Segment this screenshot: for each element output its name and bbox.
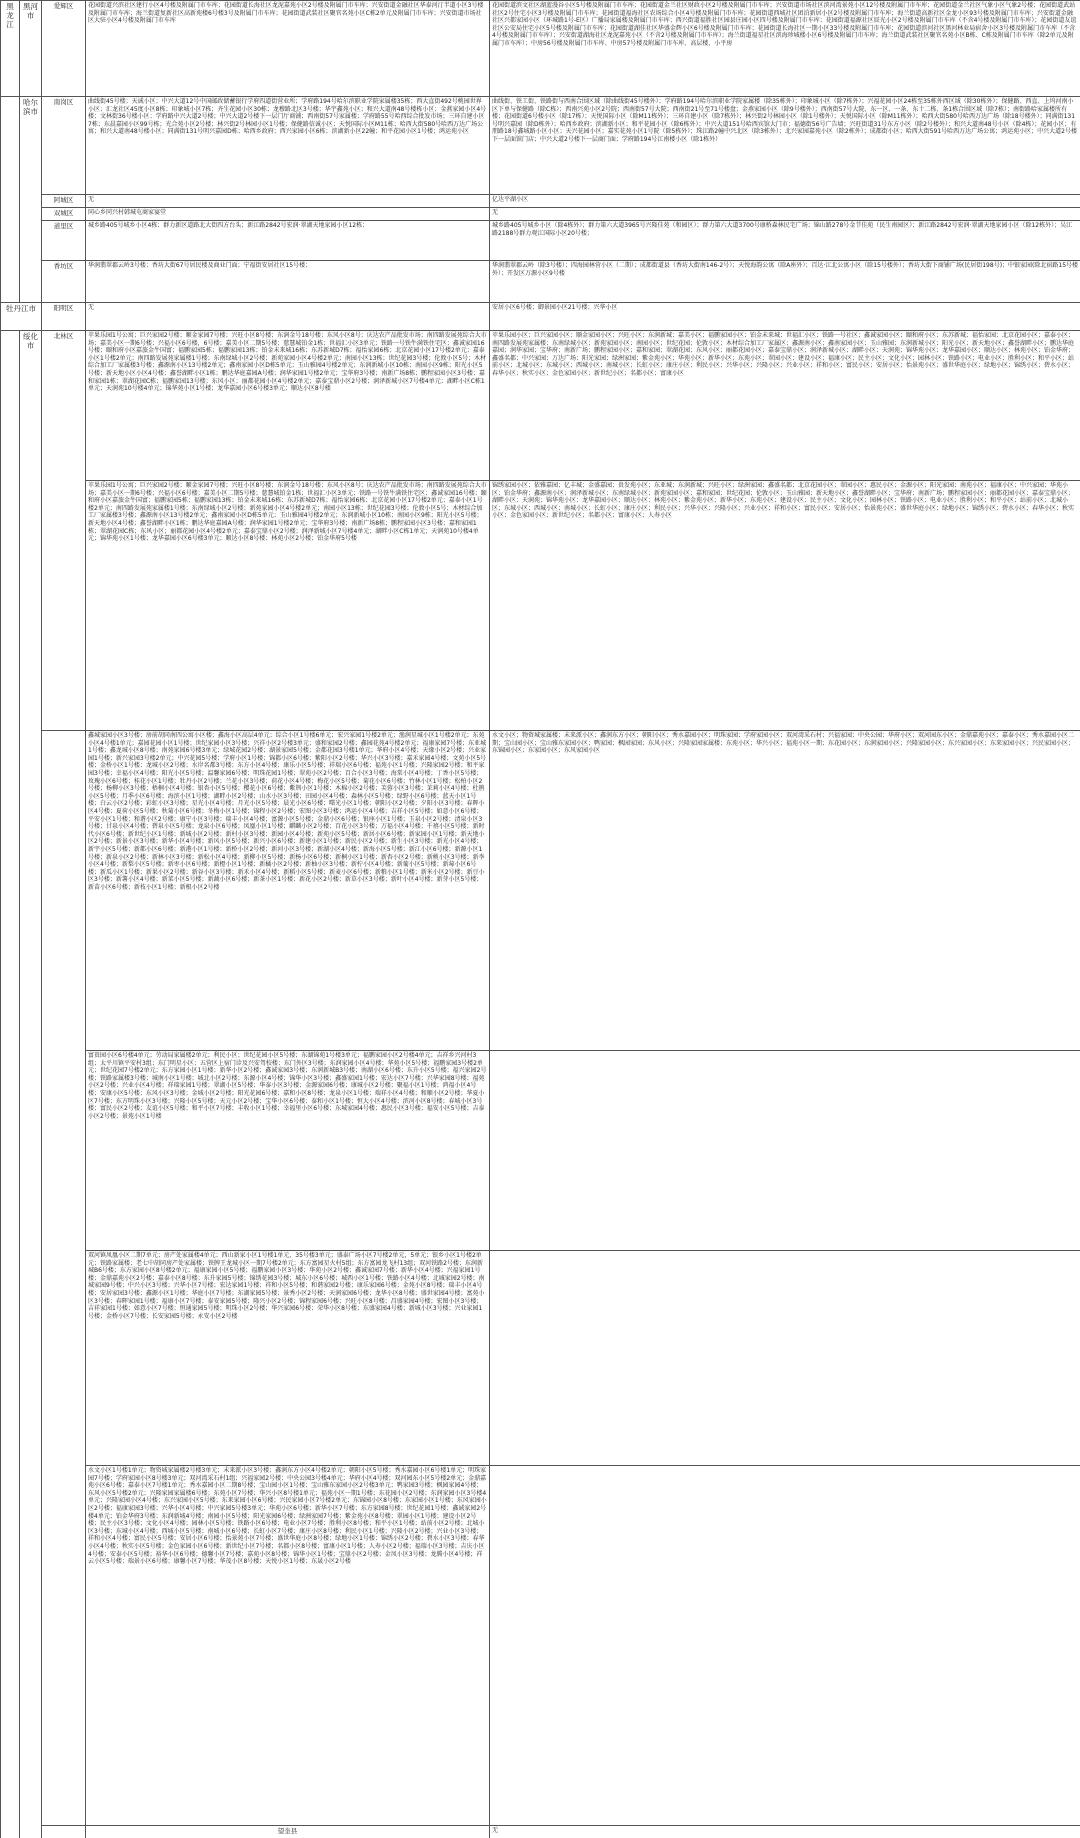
high-risk-area-cell: 苹果乐园1号公寓；巨兴家园2号楼；顺金家园7号楼；兴旺小区8号楼；东润金号18号楼；东风小区8号；庆达农产品批发市场；南四路发展苑综合大市场；嘉美小区一期6号楼；兴福小区6号楼；嘉美小区二期5号楼；慈慧城铂金1栋；世福汇小区3单元；铁路一号铁牛满铁住宅区；鑫诚家园16号楼；颐和府小区嘉旅金牛国富；福鹏家园5栋；福鹏家园13栋；铂金未来城16栋；东苏新城D7栋；福怡家园6栋；北京花园小区17号楼2单元；嘉泰小区1号楼2单元；南四路发展苑家属楼1号楼；东南绿城小区2号楼；新苑家园小区4号楼2单元；南园小区13栋；世纪花园3号楼；伦敦小区5号；木材综合加工厂家属楼3号楼；鑫源南小区13号楼2单元；鑫南家园小区D栋5单元；玉山雅园4号楼2单元；东润新城小区10栋；南园小区9栋；阳光小区5号楼；新天地小区4号楼；鑫誉湖畔小区1栋；鹏达华庭嘉园A号楼；润华家园1号楼2单元；宝华府3号楼；南新广场8栋；鹏程家园小区3号楼；嘉和家园1栋；翠湖花园C栋；东风小区；丽都花园小区4号楼2单元；嘉泰宝鼎小区2号楼；润泽新城小区7号楼4单元；湖畔小区C栋1单元；天润苑10号楼4单元；锦华苑小区1号楼；龙华嘉园小区6号楼3单元；顺达小区8号楼；林苑小区2号楼；铂金华府5号楼 — [86, 481, 490, 731]
medium-risk-area-cell — [490, 1251, 1080, 1466]
high-risk-area-cell: 城乡路405号城乡小区4栋；群力新区道路北大街四方台头；新江路2842号宏润·翠湖天地家园小区12栋； — [86, 221, 490, 261]
table-row — [1, 303, 1080, 331]
district-cell: 双城区 — [42, 208, 86, 221]
medium-risk-area-cell: 锦绣家园小区；依雅嘉园；亿丰城；金盛嘉园；贵发苑小区；东亚城；东润新城；兴旺小区；绿洲家园；鑫盛名都；北京花园小区；翠园小区；惠民小区；金源小区；阳光家园；南苑小区；福康小区；中兴家园；华苑小区；铂金华府；鑫源南小区；润泽新城小区；东南绿城小区；新苑家园小区；嘉和家园；世纪花园；伦敦小区；玉山雅园；新天地小区；鑫誉湖畔小区；宝华府；南新广场；鹏程家园小区；丽都花园小区；嘉泰宝鼎小区；湖畔小区；天润苑；锦华苑小区；龙华嘉园小区；顺达小区；林苑小区；紫金苑小区；新华小区；东苑小区；建设小区；民主小区；文化小区；园林小区；铁路小区；电业小区；胜利小区；和平小区；站前小区；北城小区；东城小区；西城小区；南城小区；长虹小区；康庄小区；利民小区；兴华小区；兴隆小区；兴业小区；祥和小区；富民小区；安居小区；怡景苑小区；盛世华庭小区；绿地小区；锦绣小区；碧水小区；春华小区；秋实小区；金色家园小区；新世纪小区；名都小区；富康小区；人寿小区 — [490, 481, 1080, 731]
medium-risk-area-cell: 城乡路405号城乡小区（除4栋外）；群力第六大道3965号兴隆佳苑（和园区）；群力第六大道3700号康桥森林民宅广场；锦山路278号金节佳苑（民生南园区）；新江路2842号宏润·翠湖天地家园小区（除12栋外）；吴江路2188号群力观江国际小区20号楼； — [490, 221, 1080, 261]
district-cell: 阳明区 — [42, 303, 86, 331]
high-risk-area-cell: 水文小区1号楼1单元；物资城家属楼2号楼3单元；未来派小区3号楼；鑫润东方小区4号楼2单元；朝阳小区5号楼；秀水嘉园小区6号楼1单元；明珠家园7号楼；学府家园小区8号楼3单元；双河湾采石村1组；兴福家园2号楼；中央公园3号楼4单元；华府小区4号楼；双河园东小区5号楼2单元；金鼎嘉苑小区6号楼；嘉泰小区7号楼1单元；秀水嘉园小区二期8号楼；宝山园小区1号楼；宝山雅东家园小区2号楼3单元；鸭家园3号楼；枫园家园4号楼；东风小区5号楼2单元；兴隆家园家属楼6号楼；东苑小区7号楼；华兴小区8号楼1单元；福苑小区一期1号楼；东花园小区2号楼；东润家园小区3号楼4单元；兴隆家园小区4号楼；东兴家园小区5号楼；东来家园小区6号楼；兴民家园小区7号楼2单元；东锦园小区8号楼；东家园小区1号楼；东风家园小区2号楼；福康家园3号楼；兴华小区4号楼；中兴家园5号楼3单元；华苑小区6号楼；新华小区7号楼；东方家园8号楼；世纪花园1号楼；鑫诚家园2号楼4单元；铂金华府3号楼；东润新城4号楼；南园小区5号楼；阳光家园6号楼；绿洲家园7号楼；紫金苑小区8号楼；翠园小区1号楼；建设小区2号楼；民主小区3号楼；文化小区4号楼；园林小区5号楼；铁路小区6号楼；电业小区7号楼；胜利小区8号楼；和平小区1号楼；站前小区2号楼；北城小区3号楼；东城小区4号楼；西城小区5号楼；南城小区6号楼；长虹小区7号楼；康庄小区8号楼；利民小区1号楼；兴隆小区2号楼；兴业小区3号楼；祥和小区4号楼；富民小区5号楼；安居小区6号楼；怡景苑小区7号楼；盛世华庭小区8号楼；绿地小区1号楼；锦绣小区2号楼；碧水小区3号楼；春华小区4号楼；秋实小区5号楼；金色家园小区6号楼；新世纪小区7号楼；名都小区8号楼；富康小区1号楼；人寿小区2号楼；福瑞小区3号楼；吉庆小区4号楼；安泰小区5号楼；裕华小区6号楼；德馨小区7号楼；嘉苑小区8号楼；锦华小区1号楼；宝鼎小区2号楼；金凤小区3号楼；龙腾小区4号楼；祥云小区5号楼；瑞景小区6号楼；康馨小区7号楼；华茂小区8号楼；天悦小区1号楼；东晟小区2号楼 — [86, 1466, 490, 1826]
high-risk-area-cell: 无 — [86, 303, 490, 331]
table-row — [1, 195, 1080, 208]
high-risk-area-cell: 无 — [490, 1826, 1080, 1838]
medium-risk-area-cell: 无 — [490, 208, 1080, 221]
table-row — [1, 1, 1080, 97]
city-cell: 绥化市 — [20, 331, 42, 1838]
province-cell: 黑龙江 — [1, 1, 20, 97]
table-row — [1, 221, 1080, 261]
medium-risk-area-cell: 水文小区；物资城家属楼；未来派小区；鑫润东方小区；朝阳小区；秀水嘉园小区；明珠家园；学府家园小区；双河湾采石村；兴福家园；中央公园；华府小区；双河园东小区；金鼎嘉苑小区；嘉泰小区；秀水嘉园小区二期；宝山园小区；宝山雅东家园小区；鸭家园；枫园家园；东风小区；兴隆家园家属楼；东苑小区；华兴小区；福苑小区一期；东花园小区；东润家园小区；兴隆家园小区；东兴家园小区；东来家园小区；兴民家园小区；东锦园小区；东家园小区；东风家园小区 — [490, 731, 1080, 1051]
high-risk-area-cell: 曲线街45号楼；天诚小区；中兴大道12号中国邮政储蓄银行学府四道街营业所；学府路194号哈尔滨职业学院家属楼35栋；西大直街492号桃园世界小区；汇龙社区45度小区8栋；印象城小区7栋；齐生花园小区30栋；龙穆路北区3号楼；华宇鑫苑小区；和兴大道南48号楼栋小区；金燕家园小区4号楼；文林街36号楼小区；学府路中兴大道2号楼；中兴大道2号楼下一层门厅商铺；西南街57号家属楼；学府路55号哈西综合批发市场；三环自建小区7栋；东晨嘉园小区99号栋；光合苑小区2号楼；林兴街2号林园小区1号楼；保健路信诚小区；天悦国际小区M11栋；哈西大街580号哈西万达广场公寓；和兴大道南48号楼小区；同满街131号明兴嘉园D栋；哈西乡政府；西兴家园小区6栋；滨湖新小区22幢；和平花园小区1号楼；鸿运苑小区 — [86, 97, 490, 195]
table-row — [1, 1051, 1080, 1251]
district-cell: 阿城区 — [42, 195, 86, 208]
high-risk-area-cell: 华润翡翠郡云岭3号楼；香坊大街67号居民楼及商业门面；宁福街安居社区15号楼； — [86, 261, 490, 303]
medium-risk-area-cell: 安居小区6号楼；御景园小区21号楼；兴华小区 — [490, 303, 1080, 331]
high-risk-area-cell: 鑫城家园小区3号楼；房前胡同南四公寓小区楼；鑫海小区高层4单元；综合小区1号楼6单元；宏兴家园1号楼2单元；渔润星城小区1号楼2单元；东苑小区4号楼1单元；嘉园花园小区1号楼；世纪家园小区3号楼；兴祥小区2号楼3单元；盛和家园2号楼；鑫园花苑4号楼2单元；福康家园7号楼；东亚城1号楼；鑫龙城小区8号楼；南苑家园6号楼3单元；绿城花园2号楼；湖景家园5号楼；金都花园3号楼1单元；华府小区4号楼；天缘小区2号楼；兴业家园1号楼；新兴家园3号楼2单元；中兴花园5号楼；学府小区1号楼；锦都小区6号楼；紫阳小区2号楼；华兴小区3号楼；嘉禾家园4号楼；文苑小区5号楼；金桥小区1号楼；龙城小区2号楼；水岸名都3号楼；东方小区4号楼；康乐小区5号楼；祥瑞小区6号楼；福苑小区1号楼；兴隆家园2号楼；和平家园3号楼；幸福小区4号楼；阳光小区5号楼；温馨家园6号楼；明珠花园1号楼；翠苑小区2号楼；百合小区3号楼；海棠小区4号楼；丁香小区5号楼；玫瑰小区6号楼；桂花小区1号楼；牡丹小区2号楼；兰花小区3号楼；荷花小区4号楼；梅花小区5号楼；菊花小区6号楼；竹林小区1号楼；松柏小区2号楼；杨柳小区3号楼；梧桐小区4号楼；银杏小区5号楼；樱花小区6号楼；紫荆小区1号楼；木棉小区2号楼；芙蓉小区3号楼；茉莉小区4号楼；杜鹃小区5号楼；月季小区6号楼；海滨小区1号楼；湖畔小区2号楼；山水小区3号楼；田园小区4号楼；森林小区5号楼；绿野小区6号楼；蓝天小区1号楼；白云小区2号楼；彩虹小区3号楼；星光小区4号楼；月光小区5号楼；晨光小区6号楼；曙光小区1号楼；朝阳小区2号楼；夕阳小区3号楼；春晖小区4号楼；夏荷小区5号楼；秋菊小区6号楼；冬梅小区1号楼；锦程小区2号楼；宏图小区3号楼；鸿运小区4号楼；吉祥小区5号楼；如意小区6号楼；平安小区1号楼；和谐小区2号楼；康宁小区3号楼；瑞丰小区4号楼；富源小区5号楼；金鼎小区6号楼；银座小区1号楼；玉泉小区2号楼；清泉小区3号楼；甘泉小区4号楼；碧泉小区5号楼；龙泉小区6号楼；凤凰小区1号楼；麒麟小区2号楼；百花小区3号楼；万福小区4号楼；千禧小区5号楼；新时代小区6号楼；新世纪小区1号楼；新城小区2号楼；新村小区3号楼；新园小区4号楼；新苑小区5号楼；新居小区6号楼；新家园小区1号楼；新天地小区2号楼；新景小区3号楼；新华小区4号楼；新风小区5号楼；新兴小区6号楼；新建小区1号楼；新民小区2号楼；新生小区3号楼；新光小区4号楼；新宇小区5号楼；新都小区6号楼；新港小区1号楼；新桥小区2号楼；新河小区3号楼；新湖小区4号楼；新海小区5号楼；新江小区6号楼；新源小区1号楼；新泉小区2号楼；新林小区3号楼；新松小区4号楼；新柳小区5号楼；新杨小区6号楼；新桐小区1号楼；新杏小区2号楼；新桃小区3号楼；新李小区4号楼；新梨小区5号楼；新枣小区6号楼；新橙小区1号楼；新橘小区2号楼；新柚小区3号楼；新柠小区4号楼；新葡小区5号楼；新莓小区6号楼；新瓜小区1号楼；新果小区2号楼；新谷小区3号楼；新禾小区4号楼；新稻小区5号楼；新麦小区6号楼；新粮小区1号楼；新米小区2号楼；新豆小区3号楼；新薯小区4号楼；新菜小区5号楼；新蔬小区6号楼；新茶小区1号楼；新花小区2号楼；新草小区3号楼；新叶小区4号楼；新芽小区5号楼；新苗小区6号楼；新枝小区1号楼；新根小区2号楼 — [86, 731, 490, 1051]
table-row — [1, 1826, 1080, 1838]
medium-risk-area-cell: 华润翡翠郡云岭（除3号楼）；四海园林营小区（二期）；成都街道县（香坊大街南146-2号）；天悦海韵公寓（除A座外）；百达·江北公寓小区（除15号楼外）；香坊大街下商铺广场(民居街198号)；中银家园(除北宿路15号楼外）；开发区万源小区9号楼 — [490, 261, 1080, 303]
high-risk-area-cell: 富贵园小区6号楼4单元；劳动局家属楼2单元；利民小区；世纪花园小区5号楼；东湖锦苑1号楼3单元；福鹏家园小区2号楼4单元；吉祥乡兴河村3组；太平川镇平安村3组；东门明星小区；五营区上宿门诊及兴安驾校楼；东门外区3号楼；东润家园小区4号楼；华苑小区5号楼；福鹏家园3号楼2单元；世纪花园7号楼2单元；东方家园小区1号楼；新华小区2号楼；鑫诚家园3号楼；东润新城B3号楼；南湖小区6号楼；东升小区5号楼；福兴家园2号楼；铁路家属楼3号楼；城南小区1号楼；城北小区2号楼；东源小区4号楼；锦华小区3号楼；鑫盛家园1号楼；宏达小区7号楼；兴华家园8号楼；福苑小区2号楼；兴业小区4号楼；祥瑞家园1号楼；翠湖小区5号楼；华泰小区3号楼；金源家园6号楼；康城小区2号楼；聚福小区1号楼；鸿福小区4号楼；安康小区5号楼；东风小区3号楼；金城小区2号楼；阳光花园6号楼；嘉和小区8号楼；龙泉小区1号楼；瑞祥小区4号楼；和顺小区2号楼；华夏小区7号楼；东方明珠小区3号楼；兴隆小区5号楼；天元小区2号楼；宝华小区6号楼；泰和小区1号楼；恒大小区4号楼；滨河小区8号楼；春城小区3号楼；富民小区2号楼；友谊小区5号楼；和平小区7号楼；丰收小区1号楼；幸福里小区6号楼；东城家园4号楼；惠民小区3号楼；福安小区5号楼；吉泰小区2号楼；景苑小区1号楼 — [86, 1051, 490, 1251]
high-risk-area-cell: 双河镇凤凰小区二期7单元；房产处家属楼4单元；西山新家小区1号楼1单元，35号楼3单元；盛泰广场小区7号楼2单元，5单元；银乡小区1号楼2单元；铁路家属楼；老七中胡同房产处家属楼；铁牌王龙城小区一期7号楼2单元；东方富园星火村5组；东方富园龙飞村13组；双河铁路2号楼；东润新城B6号楼；东方家园小区8号楼2单元；福康家园小区5号楼；福鹏家园小区3号楼；华苑小区2号楼；鑫诚家园7号楼；新华小区4号楼；兴福家园1号楼；金鼎嘉苑小区2号楼；嘉泰小区8号楼；东升家园5号楼；锦绣花园3号楼；城东小区6号楼；城西小区1号楼；铁路小区4号楼；北城家园2号楼；南城家园9号楼；中兴小区3号楼；兴华小区7号楼；宏达家园1号楼；祥和小区5号楼；和谐家园2号楼；康乐家园6号楼；金苑小区8号楼；瑞丰小区4号楼；安居家园3号楼；鑫源小区1号楼；华庭小区7号楼；东湖家园5号楼；景秀小区2号楼；天润家园6号楼；龙华小区8号楼；盛世家园4号楼；富苑小区3号楼；春晖家园1号楼；福康小区7号楼；泰安家园5号楼；隆兴小区2号楼；锦程家园6号楼；兴旺小区8号楼；昌盛家园4号楼；宏图小区3号楼；吉祥家园1号楼；如意小区7号楼；恒通家园5号楼；明珠小区2号楼；华兴家园6号楼；荣华小区8号楼；东盛家园4号楼；新城小区3号楼；兴业家园1号楼；金桥小区7号楼；长安家园5号楼；永安小区2号楼 — [86, 1251, 490, 1466]
high-risk-area-cell: 同心乡同兴村韩城屯商家宴堂 — [86, 208, 490, 221]
medium-risk-area-cell — [490, 1051, 1080, 1251]
medium-risk-area-cell: 曲线街、铁工街、铁路街与西南合围区域（除曲线街45号楼外）；学府路194号哈尔滨职业学院家属楼（除35栋外）；印象城小区（除7栋外）；兴福花园小区24栋至35栋外西区域（除30栋外）；保健路、西直、上坞河南小区下单与保健路（除C栋）；西南兴苑小区2号院；西南街57号大院；西南街21号至71号楼盘；金燕家园小区（除9号楼外）；西南街57号大院、东一区、一条、东十二栋、条1栋合围区域（除7栋）；南街路哈家属楼所有楼；花园街道6号楼小区（除17栋）；天悦国际小区（除M11栋外）；三环自建小区（除7栋外）；林兴街2号林园小区（除1号楼外）；天悦国际小区（除M11栋外）；哈西大街580号哈西万达广场（除18号楼外）；同满街131号明兴嘉园（除D栋外）；哈西乡政府；滨湖新小区；和平花园小区（除6栋外）；中兴大道151号哈西宾馆大门市；福德街56号广告墙；兴旺街道31号东方小区（除2号楼外）；和兴大道南48号小区（除4栋）；花园小区；有朋路18号鑫城路小区小区；天兴花园小区；嘉实花苑小区1号院（除5栋外）；珠江路2幢中兴北区（除3栋外）；北兴家园嘉苑小区（除2栋外）；成都街小区；哈西大街591号哈西万达广场公寓；鸿运苑小区；中兴大道2号楼下一层面馆门店；中兴大道2号楼下一层商门面；学府路194号江南楼小区（除1栋外） — [490, 97, 1080, 195]
province-cell — [1, 97, 20, 303]
medium-risk-area-cell — [490, 1466, 1080, 1826]
high-risk-area-cell: 花园街道兴滨社区建行小区4号楼及附属门市车库；花园街道长海社区龙泥嘉苑小区2号楼及附属门市车库；兴安街道金融社区华泰河汀半道小区3号楼及附属门市车库；海兰街道复新社区高新苑楼6号楼3号及附属门市车库；花园街道武装社区聚官名苑小区C栋2单元及附属门市车库；兴安街道市场社区大驻小区4号楼及附属门市车库 — [86, 1, 490, 97]
district-cell: 南岗区 — [42, 97, 86, 195]
high-risk-area-cell: 无 — [86, 195, 490, 208]
medium-risk-area-cell: 花园街道滨文社区湖蓝漫谷小区5号楼及附属门市车库；花园街道金兰社区财政小区2号楼及附属门市车库；兴安街道市场社区滨河湾景苑小区12号楼及附属门市车库；花园街道金兰社区气象小区气象2号楼；花园街道武站社区2号住宅小区3号楼及附属门市车库；花园街道福海社区农场综合小区4号楼及附属门市车库；花园街道西城社区团泊新居小区2号楼及附属门市车库；海兰街道高新社区金龙小区93号楼及附属门市车库；兴安街道金融社区兴都家园小区（环城路1号-E区）广播局家属楼及附属门市车库；西兴街道福胜社区园县庄园小区四号楼及附属门市车库；花园街道福源社区辰光小区2号楼及附属门市车库（不含4号楼及附属门市车库）；花园街道友谊社区公安局住宅小区5号楼及附属门市车库；花园街道湖佳社区华盛金辉小区6号楼及附属门市车库；花园街道长海社区一期小区33号楼及附属门市车库；花园街道滨河社区黑河林业局宿舍小区3号楼及附属门市车库（不含4号楼及附属门市车库）；兴安街道湖海社区龙泥嘉苑小区（不含2号楼及附属门市车库）；海兰街道福星社区滨海珍城楼小区6号楼及附属门市车库；海兰街道武装社区聚官名苑小区B栋、C栋及附属门市车库（除2单元及附属门市车库）；中房56号楼及附属门市车库、中房57号楼及附属门市车库、高层楼、小平房 — [490, 1, 1080, 97]
city-cell: 哈尔滨市 — [20, 97, 42, 303]
table-row — [1, 1251, 1080, 1466]
table-row — [1, 261, 1080, 303]
medium-risk-area-cell: 亿达平湖小区 — [490, 195, 1080, 208]
district-cell: 望奎县 — [86, 1826, 490, 1838]
table-row — [1, 1466, 1080, 1826]
city-cell — [42, 1826, 86, 1838]
medium-risk-area-cell: 苹果乐园小区；巨兴家园小区；顺金家园小区；兴旺小区；东润新城；嘉美小区；福鹏家园小区；铂金未来城；世福汇小区；铁路一号社区；鑫诚家园小区；颐和府小区；东苏新城；福怡家园；北京花园小区；嘉泰小区；南四路发展苑家属楼；东南绿城小区；新苑家园小区；南园小区；世纪花园；伦敦小区；木材综合加工厂家属区；鑫源南小区；鑫南家园小区；玉山雅园；东润新城小区；阳光小区；新天地小区；鑫誉湖畔小区；鹏达华庭嘉园；润华家园；宝华府；南新广场；鹏程家园小区；嘉和家园；翠湖花园；东风小区；丽都花园小区；嘉泰宝鼎小区；润泽新城小区；湖畔小区；天润苑；锦华苑小区；龙华嘉园小区；顺达小区；林苑小区；铂金华府；鑫盛名都；中兴家园；万达广场；阳光家园；绿洲家园；紫金苑小区；华苑小区；新华小区；东苑小区；翠园小区；建设小区；福康小区；民主小区；文化小区；园林小区；铁路小区；电业小区；胜利小区；和平小区；站前小区；北城小区；东城小区；西城小区；南城小区；长虹小区；康庄小区；利民小区；兴华小区；兴隆小区；兴业小区；祥和小区；富民小区；安居小区；怡景苑小区；盛世华庭小区；绿地小区；锦绣小区；碧水小区；春华小区；秋实小区；金色家园小区；新世纪小区；名都小区；富康小区 — [490, 331, 1080, 481]
table-row — [1, 731, 1080, 1051]
district-cell: 北林区 — [42, 331, 86, 731]
city-cell: 黑河市 — [20, 1, 42, 97]
district-cell: 道里区 — [42, 221, 86, 261]
table-row — [1, 331, 1080, 481]
district-cell — [42, 731, 86, 1826]
province-cell — [1, 331, 20, 1838]
city-cell: 牡丹江市 — [1, 303, 42, 331]
table-row — [1, 97, 1080, 195]
high-risk-area-cell: 苹果乐园1号公寓；巨兴家园2号楼；顺金家园7号楼；兴旺小区8号楼；东润金号18号楼；东风小区8号；庆达农产品批发市场；南四路发展苑综合大市场；嘉美小区一期6号楼；兴福小区6号楼，6号楼；嘉美小区二期5号楼；慈慧城铂金1栋；世福汇小区3单元；铁路一号铁牛满铁住宅区；鑫诚家园16号楼；颐和府小区嘉旅金牛国富；福鹏家园5栋；福鹏家园13栋；铂金未来城16栋；东苏新城D7栋；福怡家园6栋；北京花园小区17号楼2单元；嘉泰小区1号楼2单元；南四路发展苑家属楼1号楼；东南绿城小区2号楼；新苑家园小区4号楼2单元；南园小区13栋；世纪花园3号楼；伦敦小区5号；木材综合加工厂家属楼3号楼；鑫源南小区13号楼2单元；鑫南家园小区D栋5单元；玉山雅园4号楼2单元；东润新城小区10栋；南园小区9栋；阳光小区5号楼；新天地小区小区4号楼；鑫誉湖畔小区1栋；鹏达华庭嘉园A号楼；润华家园1号楼2单元；宝华府3号楼；南新广场8栋；鹏程家园小区3号楼；嘉和家园1栋；翠湖花园C栋；福鹏家园13号楼；东风小区；丽都花园小区4号楼2单元；嘉泰宝鼎小区2号楼；润泽新城小区7号楼4单元；湖畔小区C栋1单元；天润苑10号楼4单元；锦华苑小区1号楼；龙华嘉园小区6号楼3单元；顺达小区8号楼 — [86, 331, 490, 481]
district-cell: 香坊区 — [42, 261, 86, 303]
district-cell: 爱辉区 — [42, 1, 86, 97]
table-row — [1, 481, 1080, 731]
table-row — [1, 208, 1080, 221]
